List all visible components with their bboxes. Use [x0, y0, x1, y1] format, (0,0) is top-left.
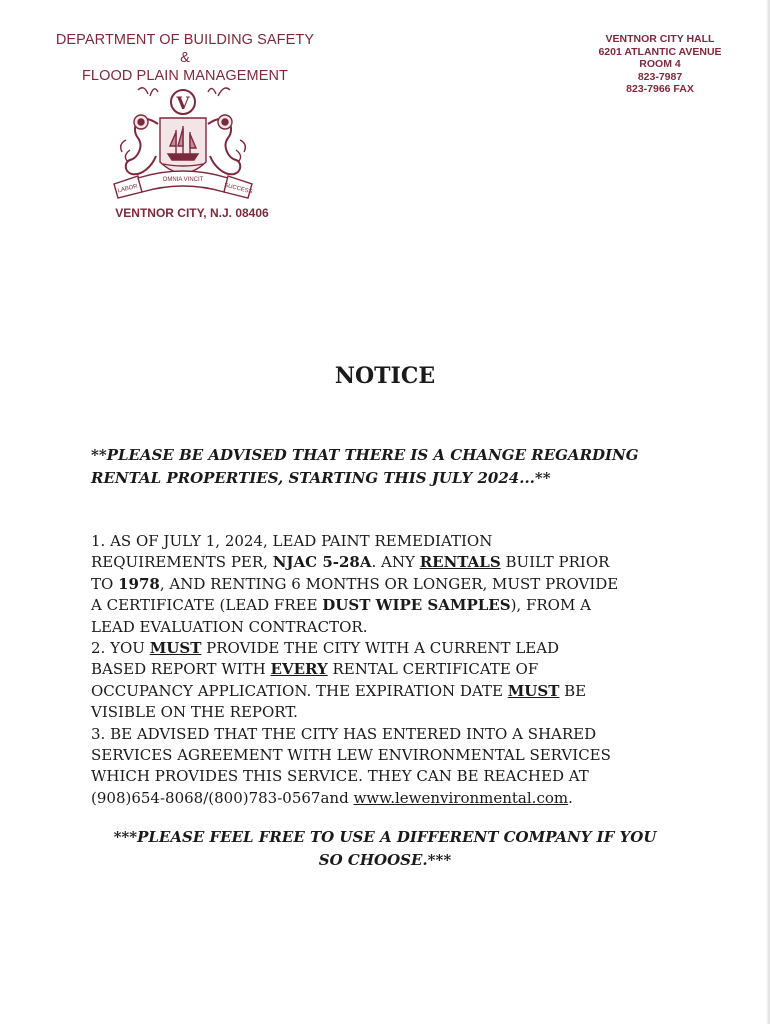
city-seal-icon [108, 80, 258, 208]
seal-ribbon-left: LABOR [117, 183, 139, 195]
item3-line: 3. BE ADVISED THAT THE CITY HAS ENTERED INTO A SHARED [91, 724, 597, 743]
scan-edge-shadow [766, 0, 770, 1024]
must-emphasis: MUST [149, 639, 202, 658]
seal-ribbon-right: SUCCESS [223, 182, 254, 196]
notice-title: NOTICE [334, 363, 436, 389]
dust-wipe-emphasis: DUST WIPE SAMPLES [322, 596, 511, 615]
must-emphasis: MUST [507, 681, 560, 700]
advisory-line: RENTAL PROPERTIES, STARTING THIS JULY 2024...** [91, 468, 551, 487]
item1-line: 1. AS OF JULY 1, 2024, LEAD PAINT REMEDIATION [91, 532, 493, 550]
address-fax: 823-7966 FAX [626, 83, 694, 95]
closing-line: SO CHOOSE.*** [318, 850, 452, 869]
department-ampersand: & [180, 50, 190, 66]
every-emphasis: EVERY [270, 660, 328, 679]
item1-line: A CERTIFICATE (LEAD FREE DUST WIPE SAMPLES), FROM A [91, 596, 591, 615]
item2-line: OCCUPANCY APPLICATION. THE EXPIRATION DATE MUST BE [91, 681, 587, 700]
company-website-link[interactable]: www.lewenvironmental.com [353, 788, 569, 807]
department-name: DEPARTMENT OF BUILDING SAFETY [55, 32, 315, 48]
item2-line: 2. YOU MUST PROVIDE THE CITY WITH A CURRENT LEAD [91, 639, 560, 658]
notice-body [91, 531, 711, 809]
item3-line: SERVICES AGREEMENT WITH LEW ENVIRONMENTAL SERVICES [91, 746, 611, 765]
seal-letter: V [176, 94, 190, 114]
item1-line: TO 1978, AND RENTING 6 MONTHS OR LONGER, MUST PROVIDE [91, 574, 619, 593]
phone-numbers: (908)654-8068/(800)783-0567and [91, 788, 354, 807]
address-building: VENTNOR CITY HALL [605, 33, 715, 45]
advisory-statement [91, 444, 691, 489]
department-subname: FLOOD PLAIN MANAGEMENT [81, 68, 289, 84]
closing-line: ***PLEASE FEEL FREE TO USE A DIFFERENT COMPANY IF YOU [113, 828, 657, 846]
year-emphasis: 1978 [118, 574, 160, 593]
city-hall-address [590, 33, 730, 96]
rentals-emphasis: RENTALS [419, 553, 501, 572]
item3-line: (908)654-8068/(800)783-0567and www.lewenvironmental.com. [91, 788, 573, 807]
advisory-line: **PLEASE BE ADVISED THAT THERE IS A CHANGE REGARDING [91, 446, 639, 464]
address-phone: 823-7987 [637, 70, 683, 83]
item1-line: LEAD EVALUATION CONTRACTOR. [91, 617, 368, 636]
city-address: VENTNOR CITY, N.J. 08406 [115, 206, 269, 220]
item3-line: WHICH PROVIDES THIS SERVICE. THEY CAN BE REACHED AT [91, 767, 589, 786]
item2-line: BASED REPORT WITH EVERY RENTAL CERTIFICATE OF [91, 660, 539, 679]
regulation-code: NJAC 5-28A [272, 553, 372, 572]
department-header [30, 31, 340, 85]
address-room: ROOM 4 [639, 58, 681, 70]
seal-ribbon-mid: OMNIA VINCIT [162, 177, 204, 183]
item2-line: VISIBLE ON THE REPORT. [91, 703, 298, 722]
item1-line: REQUIREMENTS PER, NJAC 5-28A. ANY RENTALS BUILT PRIOR [91, 553, 610, 572]
address-street: 6201 ATLANTIC AVENUE [598, 45, 722, 58]
closing-statement [60, 826, 710, 871]
